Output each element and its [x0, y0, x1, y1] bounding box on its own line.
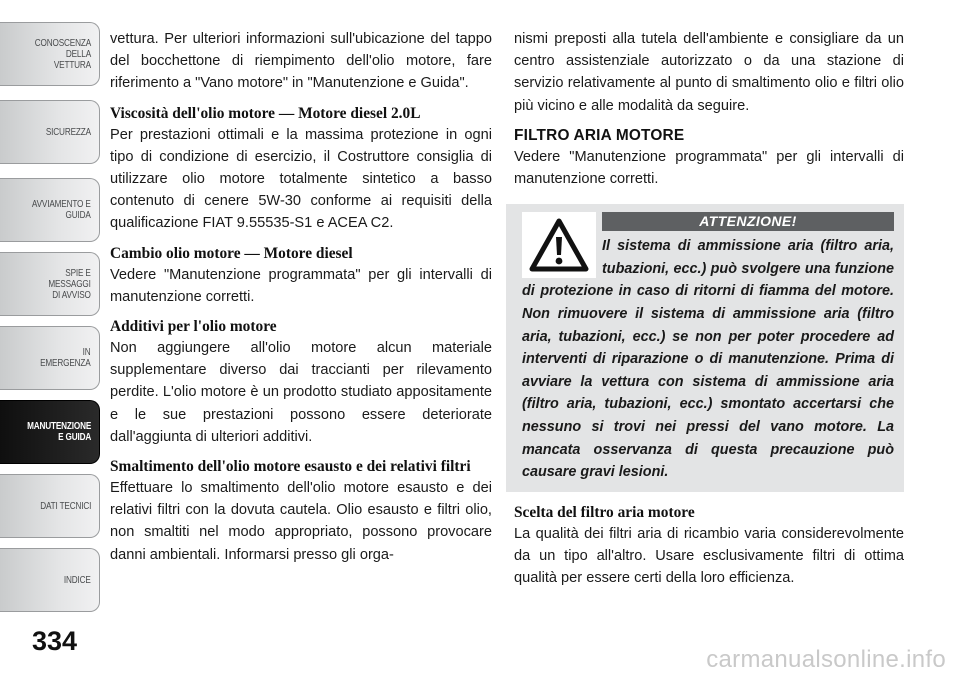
section-text-additivi: Non aggiungere all'olio motore alcun materiale supplementare diverso dai traccianti per rilevamento perdite. L'olio motore è un prodotto studiato appositamente e le sue prestazioni possono essere deteriorate dall'aggiunta di ulteriori additivi.: [110, 340, 492, 445]
section-text-smaltimento: Effettuare lo smaltimento dell'olio motore esausto e dei relativi filtri con la dovuta cautela. Olio esausto e filtri olio, non smaltiti nel modo appropriato, possono provocare danni ambientali. Informarsi presso gli orga-: [110, 480, 492, 563]
tab-sicurezza[interactable]: [0, 100, 100, 164]
section-title-viscosita: Viscosità dell'olio motore — Motore diesel 2.0L: [110, 104, 421, 122]
tab-spie-e-messaggi[interactable]: [0, 252, 100, 316]
section-text-viscosita: Per prestazioni ottimali e la massima protezione in ogni tipo di condizione di esercizio, il Costruttore consiglia di utilizzare olio motore totalmente sintetico a basso contenuto di cenere 5W-30 conforme ai requisiti della qualificazione FIAT 9.55535-S1 e ACEA C2.: [110, 126, 492, 232]
tab-label: IN EMERGENZA: [40, 347, 91, 369]
tab-indice[interactable]: [0, 548, 100, 612]
section-text-filtro-aria: Vedere "Manutenzione programmata" per gli intervalli di manutenzione corretti.: [514, 148, 904, 188]
warning-text: Il sistema di ammissione aria (filtro aria, tubazioni, ecc.) può svolgere una funzione di protezione in caso di ritorni di fiamma del motore. Non rimuovere il sistema di ammissione aria (filtro aria, tubazioni, ecc.) se non per poter procedere ad interventi di riparazione o di manutenzione. Prima di avviare la vettura con sistema di ammissione aria (filtro aria, tubazioni, ecc.) smontato accertarsi che nessuno si trovi nei pressi del vano motore. La mancata osservanza di questa precauzione può causare gravi lesioni.: [522, 238, 894, 481]
tab-label: INDICE: [64, 574, 91, 586]
right-column: [514, 28, 904, 589]
tab-avviamento-e-guida[interactable]: [0, 178, 100, 242]
tab-label: DATI TECNICI: [39, 500, 91, 512]
section-title-cambio-olio: Cambio olio motore — Motore diesel: [110, 244, 353, 262]
warning-box: [506, 204, 904, 492]
tab-label: AVVIAMENTO E GUIDA: [32, 199, 91, 221]
watermark: carmanualsonline.info: [706, 646, 946, 673]
tab-label: MANUTENZIONE E GUIDA: [26, 421, 91, 443]
tab-dati-tecnici[interactable]: [0, 474, 100, 538]
section-title-filtro-aria: FILTRO ARIA MOTORE: [514, 126, 685, 144]
warning-triangle-icon: [522, 212, 596, 278]
continuation-paragraph: nismi preposti alla tutela dell'ambiente e consigliare da un centro assistenziale autorizzato o da una stazione di servizio relativamente al punto di smaltimento olio e filtri olio più vicino e alle modalità da seguire.: [514, 31, 904, 114]
tab-in-emergenza[interactable]: [0, 326, 100, 390]
warning-heading: ATTENZIONE!: [602, 212, 894, 231]
page-number: 334: [32, 626, 78, 656]
tab-manutenzione-e-guida[interactable]: [0, 400, 100, 464]
tab-label: CONOSCENZA DELLA VETTURA: [34, 37, 91, 71]
left-column: [110, 28, 492, 566]
section-text-scelta-filtro: La qualità dei filtri aria di ricambio varia considerevolmente da un tipo all'altro. Usare esclusivamente filtri di ottima qualità per essere certi della loro efficienza.: [514, 525, 904, 587]
tab-label: SICUREZZA: [46, 126, 91, 138]
section-title-scelta-filtro: Scelta del filtro aria motore: [514, 503, 695, 521]
section-title-additivi: Additivi per l'olio motore: [110, 318, 277, 336]
section-title-smaltimento: Smaltimento dell'olio motore esausto e dei relativi filtri: [110, 458, 471, 476]
intro-paragraph: vettura. Per ulteriori informazioni sull'ubicazione del tappo del bocchettone di riempimento dell'olio motore, fare riferimento a "Vano motore" in "Manutenzione e Guida".: [110, 31, 492, 92]
section-text-cambio-olio: Vedere "Manutenzione programmata" per gli intervalli di manutenzione corretti.: [110, 266, 492, 305]
tab-conoscenza-della-vettura[interactable]: [0, 22, 100, 86]
tab-label: SPIE E MESSAGGI DI AVVISO: [48, 267, 91, 301]
chapter-sidebar: [0, 0, 104, 620]
